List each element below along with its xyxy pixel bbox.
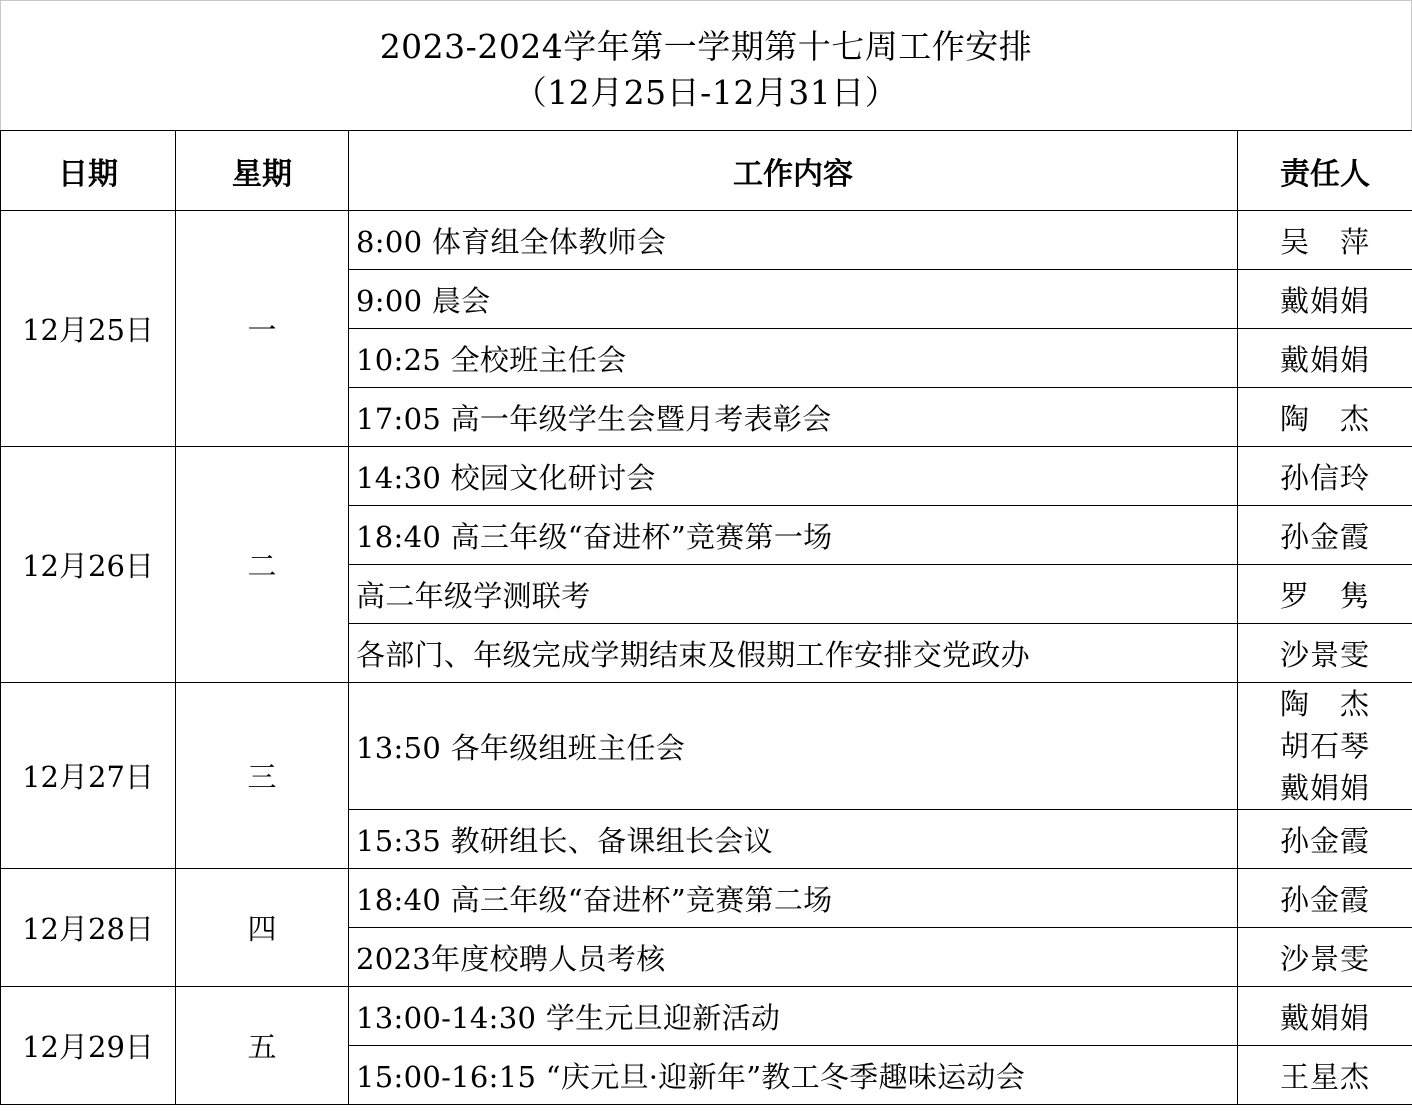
person-cell: 吴 萍 [1238, 211, 1412, 270]
content-cell: 13:00-14:30 学生元旦迎新活动 [349, 987, 1238, 1046]
table-row [1, 987, 1412, 1046]
page-title: 2023-2024学年第一学期第十七周工作安排 [379, 27, 1033, 66]
weekday-cell: 五 [176, 987, 349, 1105]
weekday-cell: 三 [176, 683, 349, 869]
person-name: 戴娟娟 [1279, 771, 1370, 805]
person-cell: 孙金霞 [1238, 506, 1412, 565]
weekday-cell: 二 [176, 447, 349, 683]
person-cell: 孙金霞 [1238, 869, 1412, 928]
content-cell: 9:00 晨会 [349, 270, 1238, 329]
date-cell: 12月27日 [1, 683, 176, 869]
person-cell: 孙金霞 [1238, 810, 1412, 869]
content-cell: 10:25 全校班主任会 [349, 329, 1238, 388]
person-cell: 戴娟娟 [1238, 987, 1412, 1046]
person-cell [1238, 683, 1412, 810]
date-cell: 12月28日 [1, 869, 176, 987]
person-cell: 沙景雯 [1238, 928, 1412, 987]
content-cell: 14:30 校园文化研讨会 [349, 447, 1238, 506]
date-cell: 12月25日 [1, 211, 176, 447]
header-date: 日期 [1, 131, 176, 211]
content-cell: 18:40 高三年级“奋进杯”竞赛第一场 [349, 506, 1238, 565]
content-cell: 13:50 各年级组班主任会 [349, 683, 1238, 810]
content-cell: 15:00-16:15 “庆元旦·迎新年”教工冬季趣味运动会 [349, 1046, 1238, 1105]
person-cell: 王星杰 [1238, 1046, 1412, 1105]
person-cell: 沙景雯 [1238, 624, 1412, 683]
person-cell: 孙信玲 [1238, 447, 1412, 506]
schedule-table [0, 130, 1412, 1105]
person-list [1280, 683, 1370, 809]
header-content: 工作内容 [349, 131, 1238, 211]
table-row [1, 869, 1412, 928]
person-name: 陶 杰 [1279, 687, 1370, 721]
person-cell: 戴娟娟 [1238, 270, 1412, 329]
content-cell: 高二年级学测联考 [349, 565, 1238, 624]
date-cell: 12月29日 [1, 987, 176, 1105]
content-cell: 2023年度校聘人员考核 [349, 928, 1238, 987]
content-cell: 各部门、年级完成学期结束及假期工作安排交党政办 [349, 624, 1238, 683]
content-cell: 15:35 教研组长、备课组长会议 [349, 810, 1238, 869]
header-row [1, 131, 1412, 211]
person-name: 胡石琴 [1279, 729, 1370, 763]
header-person: 责任人 [1238, 131, 1412, 211]
table-row [1, 683, 1412, 810]
content-cell: 17:05 高一年级学生会暨月考表彰会 [349, 388, 1238, 447]
person-cell: 罗 隽 [1238, 565, 1412, 624]
page-subtitle-date-range: （12月25日-12月31日） [513, 73, 899, 112]
title-block [0, 0, 1412, 130]
weekday-cell: 四 [176, 869, 349, 987]
date-cell: 12月26日 [1, 447, 176, 683]
table-row [1, 447, 1412, 506]
content-cell: 8:00 体育组全体教师会 [349, 211, 1238, 270]
weekday-cell: 一 [176, 211, 349, 447]
content-cell: 18:40 高三年级“奋进杯”竞赛第二场 [349, 869, 1238, 928]
header-weekday: 星期 [176, 131, 349, 211]
person-cell: 陶 杰 [1238, 388, 1412, 447]
person-cell: 戴娟娟 [1238, 329, 1412, 388]
table-row [1, 211, 1412, 270]
